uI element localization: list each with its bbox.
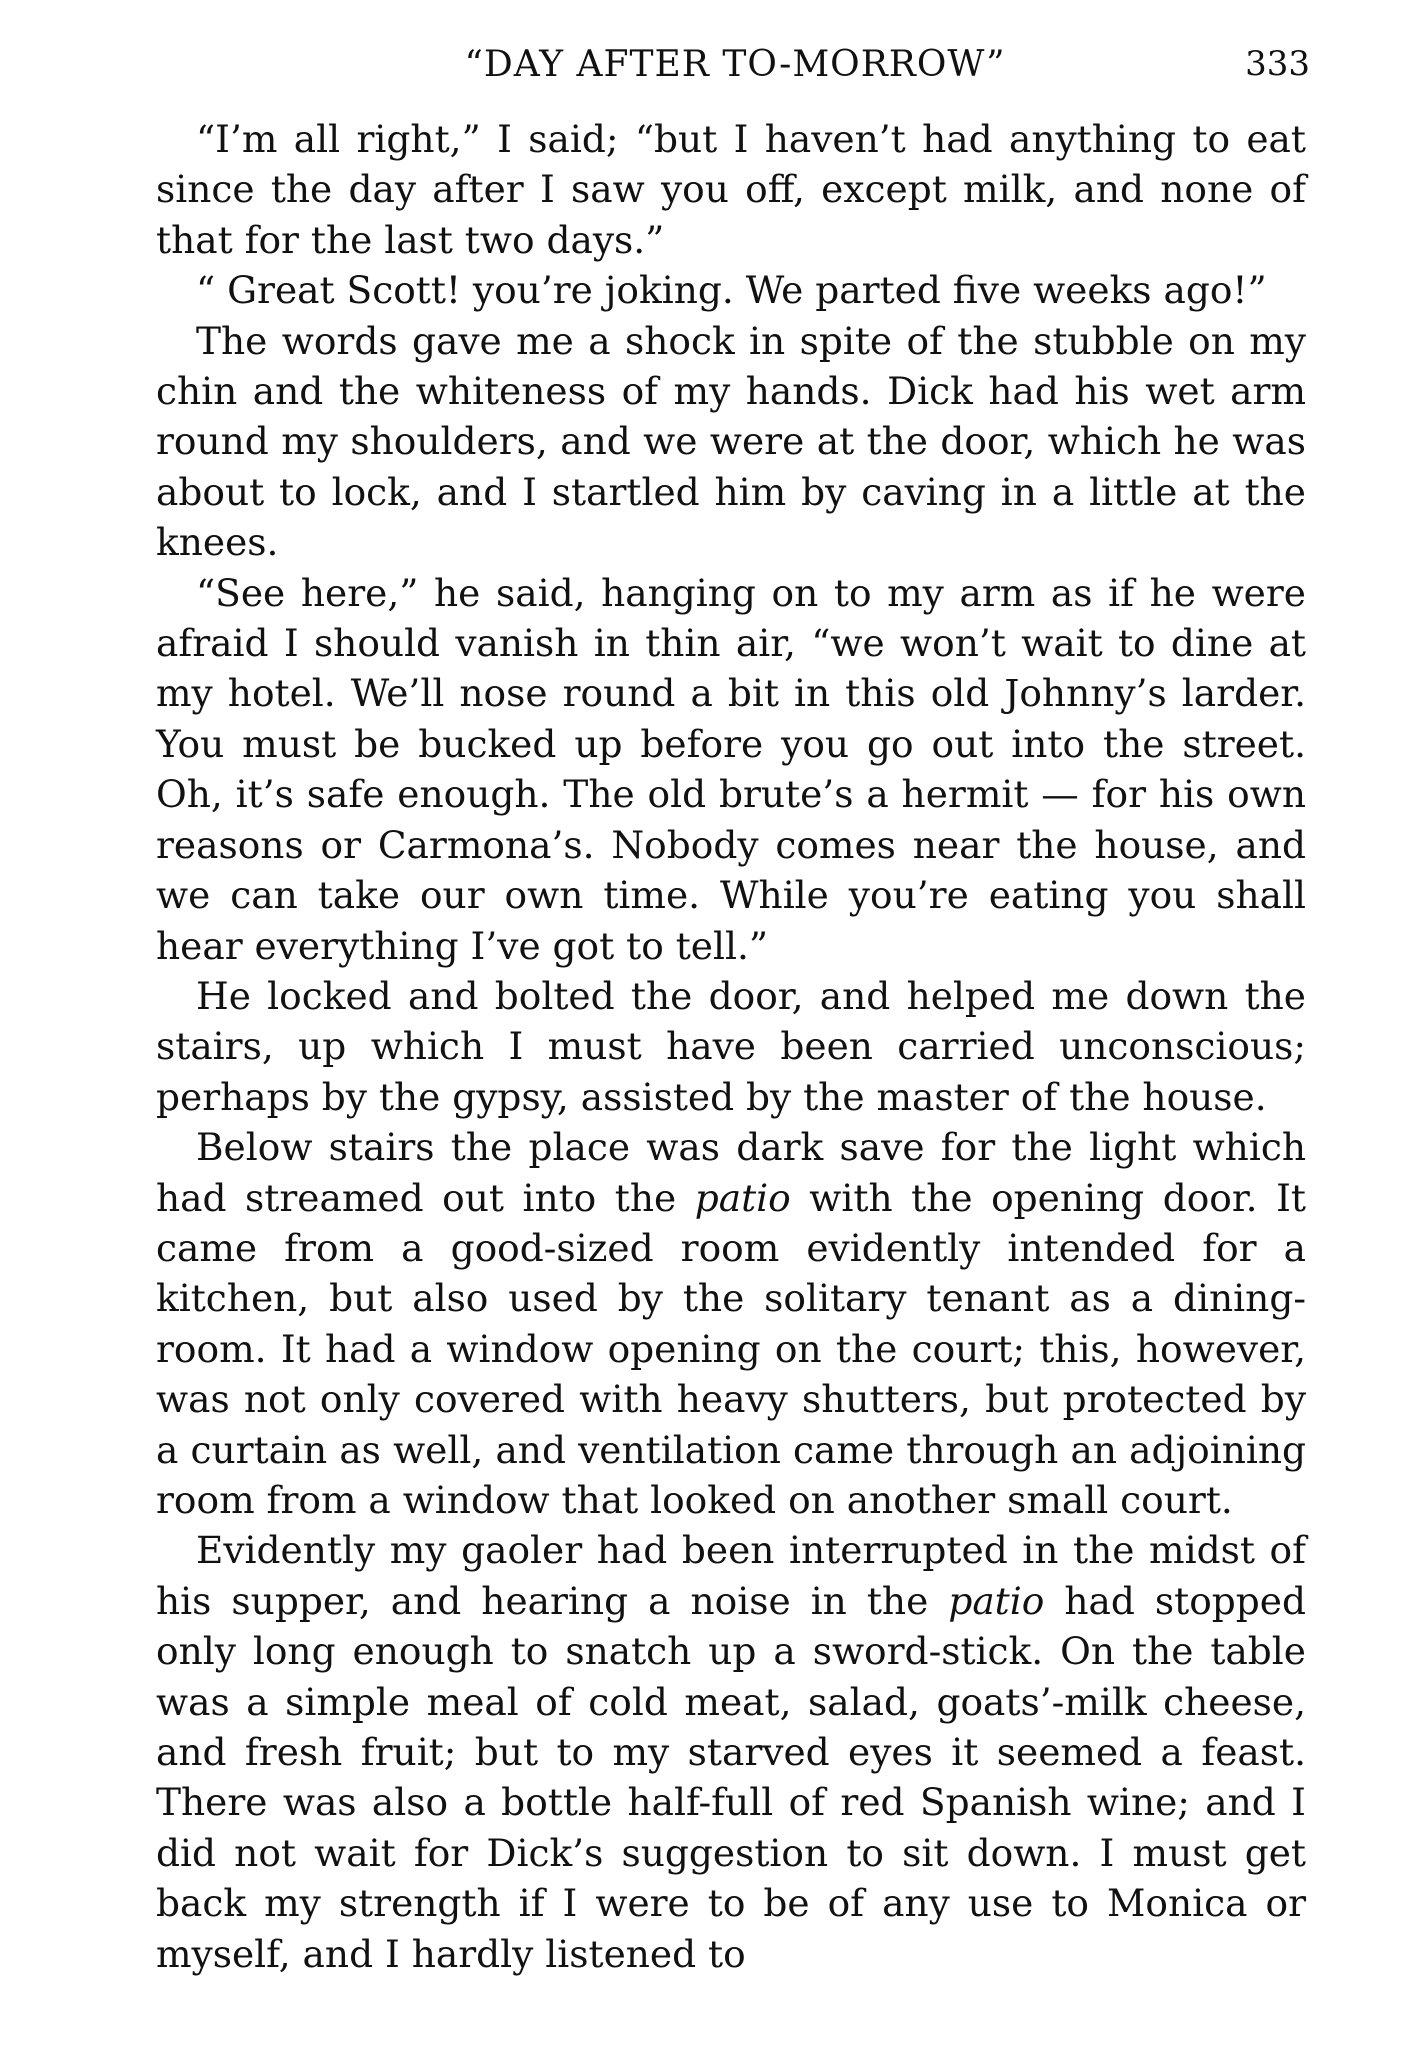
page-number: 333: [1245, 44, 1310, 84]
paragraph-6: Below stairs the place was dark save for the light which had streamed out into the patio with the opening door. It came from a good-sized room evidently intended for a kitchen, but also used by the solitary tenant as a dining-room. It had a window opening on the court; this, however, was not only covered with heavy shutters, but protected by a curtain as well, and ventilation came through an adjoining room from a window that looked on another small court.: [156, 1125, 1306, 1522]
page-header: [160, 36, 1310, 96]
paragraph-4: “See here,” he said, hanging on to my arm as if he were afraid I should vanish in thin air, “we won’t wait to dine at my hotel. We’ll nose round a bit in this old Johnny’s larder. You must be bucked up before you go out into the street. Oh, it’s safe enough. The old brute’s a hermit — for his own reasons or Carmona’s. Nobody comes near the house, and we can take our own time. While you’re eating you shall hear everything I’ve got to tell.”: [156, 570, 1306, 968]
paragraph-7: Evidently my gaoler had been interrupted in the midst of his supper, and hearing a noise in the patio had stopped only long enough to snatch up a sword-stick. On the table was a simple meal of cold meat, salad, goats’-milk cheese, and fresh fruit; but to my starved eyes it seemed a feast. There was also a bottle half-full of red Spanish wine; and I did not wait for Dick’s suggestion to sit down. I must get back my strength if I were to be of any use to Monica or myself, and I hardly listened to: [156, 1528, 1306, 1976]
paragraph-3: The words gave me a shock in spite of the stubble on my chin and the whiteness of my hands. Dick had his wet arm round my shoulders, and we were at the door, which he was about to lock, and I startled him by caving in a little at the knees.: [156, 318, 1306, 565]
italic-word-patio: patio: [948, 1578, 1045, 1623]
paragraph-2: “ Great Scott! you’re joking. We parted five weeks ago!”: [196, 268, 1267, 313]
paragraph-1: “I’m all right,” I said; “but I haven’t had anything to eat since the day after I saw you off, except milk, and none of that for the last two days.”: [156, 117, 1306, 262]
running-title: “DAY AFTER TO-MORROW”: [464, 44, 1006, 85]
paragraph-5: He locked and bolted the door, and helped me down the stairs, up which I must have been carried unconscious; perhaps by the gypsy, assisted by the master of the house.: [156, 973, 1306, 1119]
page-body: [156, 114, 1306, 1979]
italic-word-patio: patio: [694, 1175, 791, 1220]
